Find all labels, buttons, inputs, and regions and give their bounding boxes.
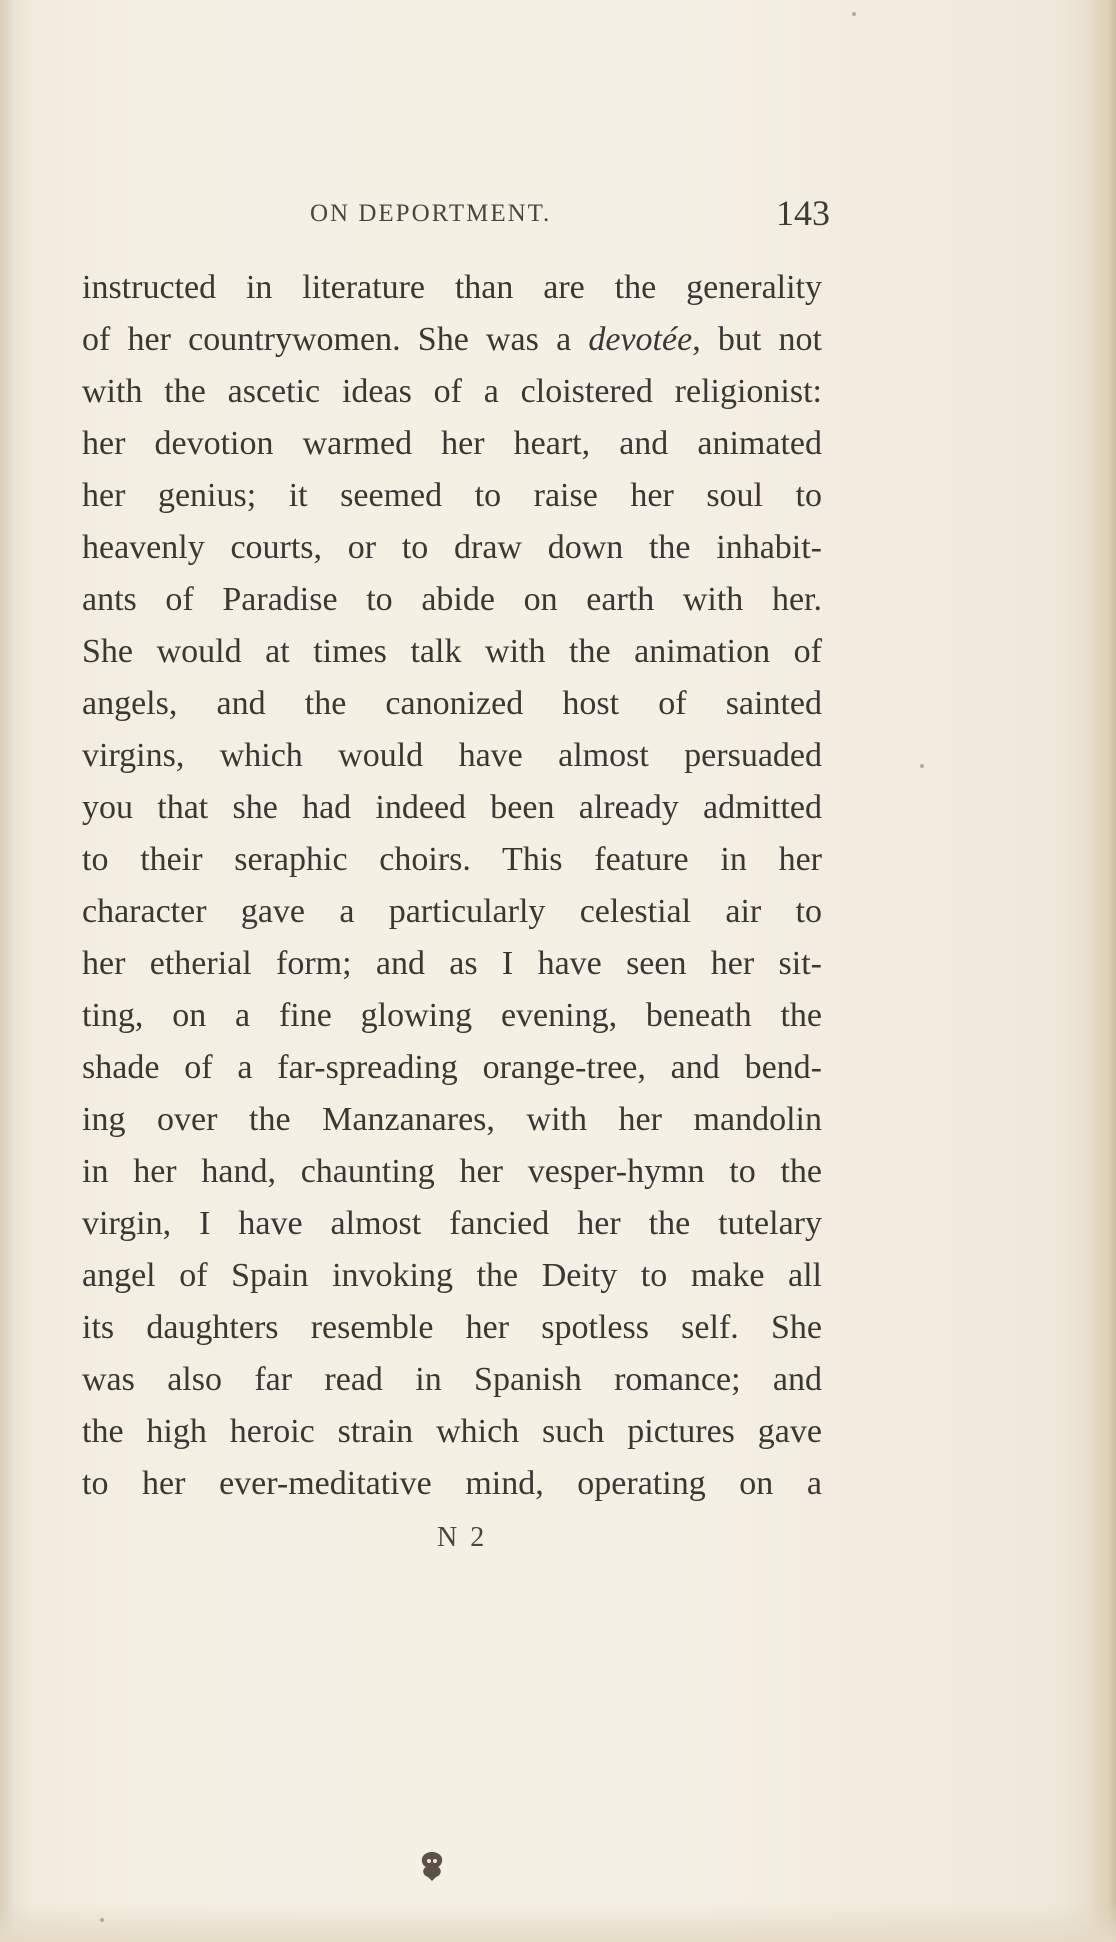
signature-mark: N 2 [437, 1522, 488, 1553]
text-line: She would at times talk with the animation of [82, 633, 822, 670]
text-line [82, 314, 822, 366]
text-line: her genius; it seemed to raise her soul to [82, 477, 822, 514]
text-line: her etherial form; and as I have seen her sit- [82, 945, 822, 982]
body-text [82, 262, 822, 1510]
paper-speck [920, 764, 924, 768]
text-line: shade of a far-spreading orange-tree, and bend- [82, 1049, 822, 1086]
paper-speck [852, 12, 856, 16]
text-line: angels, and the canonized host of sainted [82, 685, 822, 722]
text-line: character gave a particularly celestial air to [82, 893, 822, 930]
italic-word: devotée [588, 321, 693, 358]
text-line: angel of Spain invoking the Deity to make all [82, 1257, 822, 1294]
text-line: with the ascetic ideas of a cloistered religionist: [82, 373, 822, 410]
text-line-part: of her countrywomen. She was a [82, 321, 589, 358]
text-line: ing over the Manzanares, with her mandolin [82, 1101, 822, 1138]
page-number: 143 [776, 193, 830, 233]
paper-speck [100, 1918, 104, 1922]
text-line: the high heroic strain which such pictures gave [82, 1413, 822, 1450]
text-line: to her ever-meditative mind, operating on a [82, 1465, 822, 1502]
printer-ornament-icon [418, 1851, 446, 1881]
page-gutter-shadow [0, 0, 14, 1942]
running-head [80, 192, 830, 236]
running-head-title: ON DEPORTMENT. [310, 200, 552, 227]
text-line: heavenly courts, or to draw down the inhabit- [82, 529, 822, 566]
text-line: ting, on a fine glowing evening, beneath the [82, 997, 822, 1034]
text-line: to their seraphic choirs. This feature in her [82, 841, 822, 878]
page-right-edge [1088, 0, 1116, 1942]
text-line: virgins, which would have almost persuaded [82, 737, 822, 774]
text-line-part: , but not [692, 321, 822, 358]
text-line: you that she had indeed been already admitted [82, 789, 822, 826]
text-line: was also far read in Spanish romance; and [82, 1361, 822, 1398]
text-line: instructed in literature than are the generality [82, 269, 822, 306]
text-line: her devotion warmed her heart, and animated [82, 425, 822, 462]
text-line: virgin, I have almost fancied her the tutelary [82, 1205, 822, 1242]
text-line: in her hand, chaunting her vesper-hymn to the [82, 1153, 822, 1190]
page-bottom-edge [0, 1902, 1116, 1942]
text-line: ants of Paradise to abide on earth with her. [82, 581, 822, 618]
text-line: its daughters resemble her spotless self. She [82, 1309, 822, 1346]
